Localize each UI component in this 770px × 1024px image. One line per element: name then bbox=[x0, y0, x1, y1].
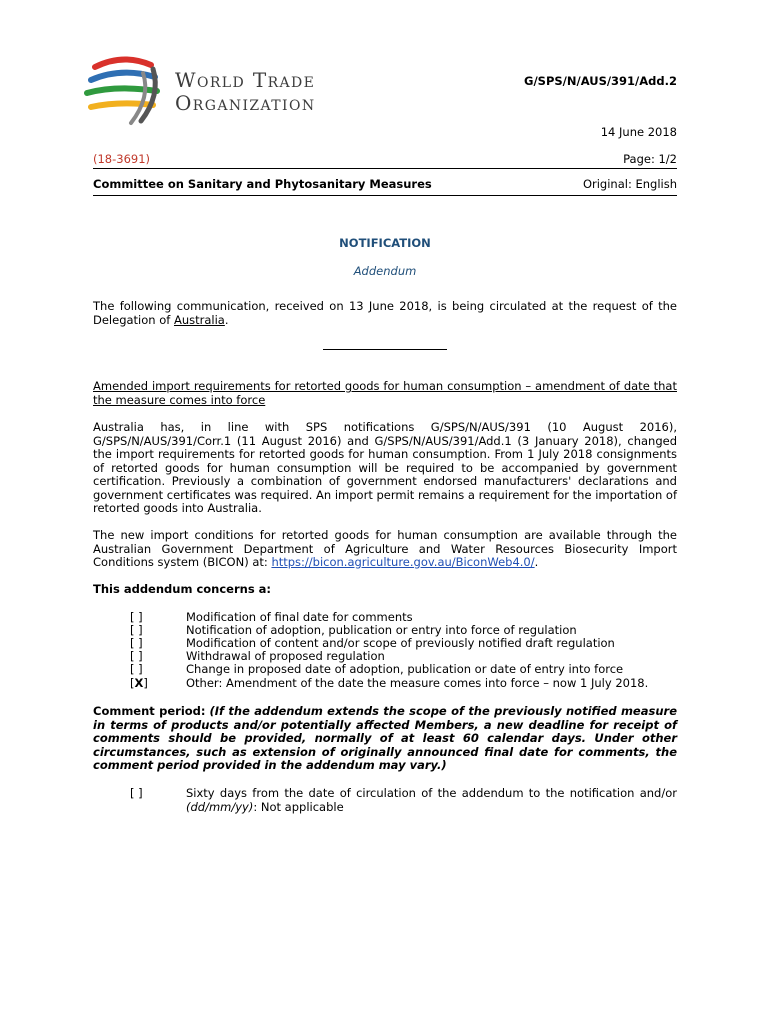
subject-heading: Amended import requirements for retorted goods for human consumption – amendment of date that the measure comes into force bbox=[93, 379, 677, 407]
concern-label: Withdrawal of proposed regulation bbox=[186, 649, 385, 663]
comment-option-value: : Not applicable bbox=[253, 799, 344, 814]
checkbox-open: [ bbox=[130, 676, 135, 690]
body-paragraph-2 bbox=[93, 529, 677, 570]
comment-period-label: Comment period: bbox=[93, 704, 206, 718]
page-number: Page: 1/2 bbox=[623, 152, 677, 166]
bicon-link[interactable]: https://bicon.agriculture.gov.au/BiconWeb4.0/ bbox=[271, 555, 535, 569]
original-language: Original: English bbox=[582, 177, 677, 191]
comment-option-label bbox=[186, 787, 677, 814]
comment-option-format: (dd/mm/yy) bbox=[186, 799, 254, 814]
body2-end: . bbox=[534, 555, 539, 569]
comment-option-text: Sixty days from the date of circulation of the addendum to the notification and/or bbox=[186, 786, 677, 800]
intro-country: Australia bbox=[173, 312, 225, 327]
checkbox-checked bbox=[130, 677, 160, 691]
addendum-subtitle: Addendum bbox=[353, 264, 417, 278]
concern-label: Change in proposed date of adoption, publication or date of entry into force bbox=[186, 662, 624, 676]
body-paragraph-1: Australia has, in line with SPS notifications G/SPS/N/AUS/391 (10 August 2016), G/SPS/N/AUS/391/Corr.1 (11 August 2016) and G/SPS/N/AUS/391/Add.1 (3 January 2018), changed the import requirements for retorted goods for human consumption. From 1 July 2018 consignments of retorted goods for human consumption will be required to be accompanied by government certification. Previously a combination of government endorsed manufacturers' declarations and government certificates was required. An import permit remains a requirement for the importation of retorted goods into Australia. bbox=[93, 420, 677, 515]
header-divider bbox=[93, 168, 677, 169]
wto-logo bbox=[83, 55, 343, 131]
document-reference: (18-3691) bbox=[93, 152, 151, 166]
body2-text: The new import conditions for retorted goods for human consumption are available through the Australian Government Department of Agriculture and Water Resources Biosecurity Import Conditions system (BICON) at: bbox=[93, 528, 677, 569]
checkbox: [ ] bbox=[130, 610, 143, 624]
section-separator bbox=[323, 349, 447, 350]
document-symbol: G/SPS/N/AUS/391/Add.2 bbox=[524, 74, 677, 88]
checkbox-mark: X bbox=[134, 676, 144, 690]
wto-wordmark bbox=[175, 69, 315, 115]
intro-paragraph bbox=[93, 300, 677, 327]
checkbox: [ ] bbox=[130, 623, 143, 637]
checkbox: [ ] bbox=[130, 636, 143, 650]
checkbox-close: ] bbox=[143, 676, 148, 690]
comment-period bbox=[93, 705, 677, 773]
document-date: 14 June 2018 bbox=[600, 125, 677, 139]
concern-label: Other: Amendment of the date the measure comes into force – now 1 July 2018. bbox=[186, 676, 649, 690]
concern-label: Notification of adoption, publication or entry into force of regulation bbox=[186, 623, 577, 637]
checkbox: [ ] bbox=[130, 786, 143, 800]
wto-emblem-icon bbox=[83, 55, 165, 131]
committee-name: Committee on Sanitary and Phytosanitary Measures bbox=[93, 177, 432, 191]
notification-title: NOTIFICATION bbox=[339, 236, 431, 250]
concerns-heading: This addendum concerns a: bbox=[93, 582, 272, 596]
checkbox: [ ] bbox=[130, 662, 143, 676]
concern-label: Modification of content and/or scope of previously notified draft regulation bbox=[186, 636, 615, 650]
concern-label: Modification of final date for comments bbox=[186, 610, 413, 624]
checkbox: [ ] bbox=[130, 649, 143, 663]
comment-period-text: (If the addendum extends the scope of the previously notified measure in terms of products and/or potentially affected Members, a new deadline for receipt of comments should be provided, normally of at least 60 calendar days. Under other circumstances, such as extension of originally announced final date for comments, the comment period provided in the addendum may vary.) bbox=[93, 704, 677, 772]
wordmark-line-1: World Trade bbox=[175, 68, 316, 92]
intro-end: . bbox=[224, 312, 229, 327]
intro-text: The following communication, received on 13 June 2018, is being circulated at the request of the Delegation of bbox=[93, 299, 677, 327]
header-divider-bottom bbox=[93, 195, 677, 196]
wordmark-line-2: Organization bbox=[175, 91, 316, 115]
